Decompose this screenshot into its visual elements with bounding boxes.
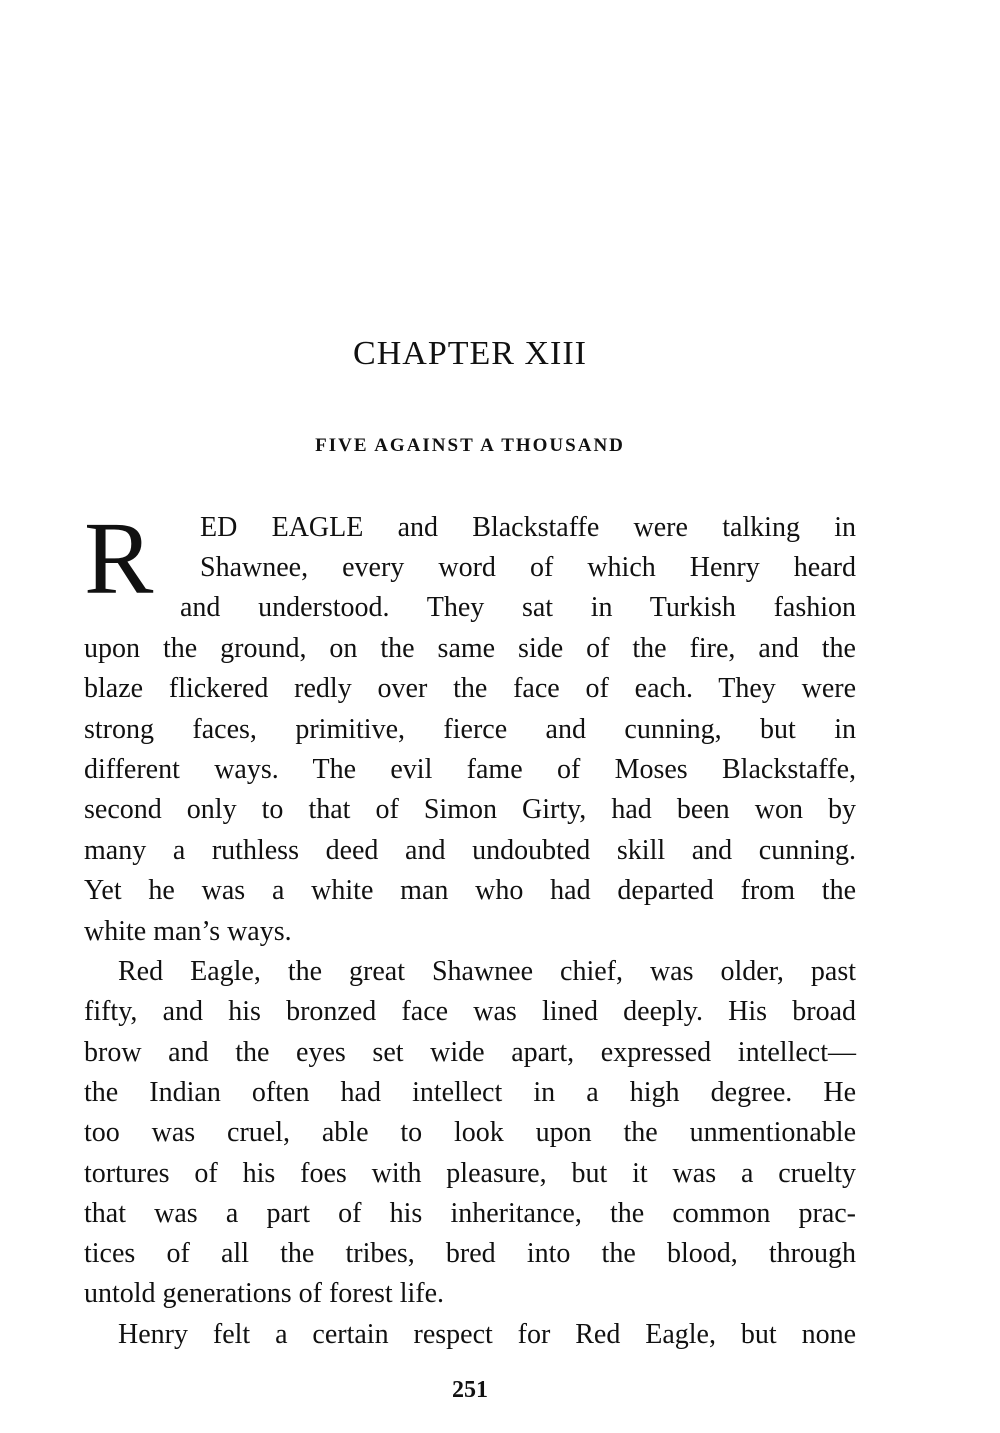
- text-line: the Indian often had intellect in a high degree. He: [84, 1077, 856, 1108]
- text-line: Henry felt a certain respect for Red Eagle, but none: [118, 1319, 856, 1350]
- text-line: white man’s ways.: [84, 916, 292, 947]
- text-line: tices of all the tribes, bred into the blood, through: [84, 1238, 856, 1269]
- text-line: strong faces, primitive, fierce and cunning, but in: [84, 714, 856, 745]
- text-line: that was a part of his inheritance, the common prac-: [84, 1198, 856, 1229]
- text-line: tortures of his foes with pleasure, but it was a cruelty: [84, 1158, 856, 1189]
- chapter-title: CHAPTER XIII: [353, 335, 587, 372]
- text-line: untold generations of forest life.: [84, 1278, 445, 1309]
- chapter-subtitle: FIVE AGAINST A THOUSAND: [315, 435, 625, 456]
- text-line: Red Eagle, the great Shawnee chief, was older, past: [118, 956, 856, 987]
- page-number: 251: [452, 1377, 488, 1403]
- text-line: many a ruthless deed and undoubted skill and cunning.: [84, 835, 856, 866]
- text-line: brow and the eyes set wide apart, expressed intellect—: [84, 1037, 856, 1068]
- text-line: second only to that of Simon Girty, had been won by: [84, 794, 856, 825]
- text-line: upon the ground, on the same side of the fire, and the: [84, 633, 856, 664]
- text-line: fifty, and his bronzed face was lined deeply. His broad: [84, 996, 856, 1027]
- text-line: and understood. They sat in Turkish fashion: [180, 592, 856, 623]
- text-line: too was cruel, able to look upon the unmentionable: [84, 1117, 856, 1148]
- text-line: Shawnee, every word of which Henry heard: [200, 552, 856, 583]
- text-line: ED EAGLE and Blackstaffe were talking in: [200, 512, 856, 543]
- text-line: blaze flickered redly over the face of each. They were: [84, 673, 856, 704]
- drop-cap: R: [84, 501, 154, 616]
- text-line: different ways. The evil fame of Moses Blackstaffe,: [84, 754, 856, 785]
- text-line: Yet he was a white man who had departed from the: [84, 875, 856, 906]
